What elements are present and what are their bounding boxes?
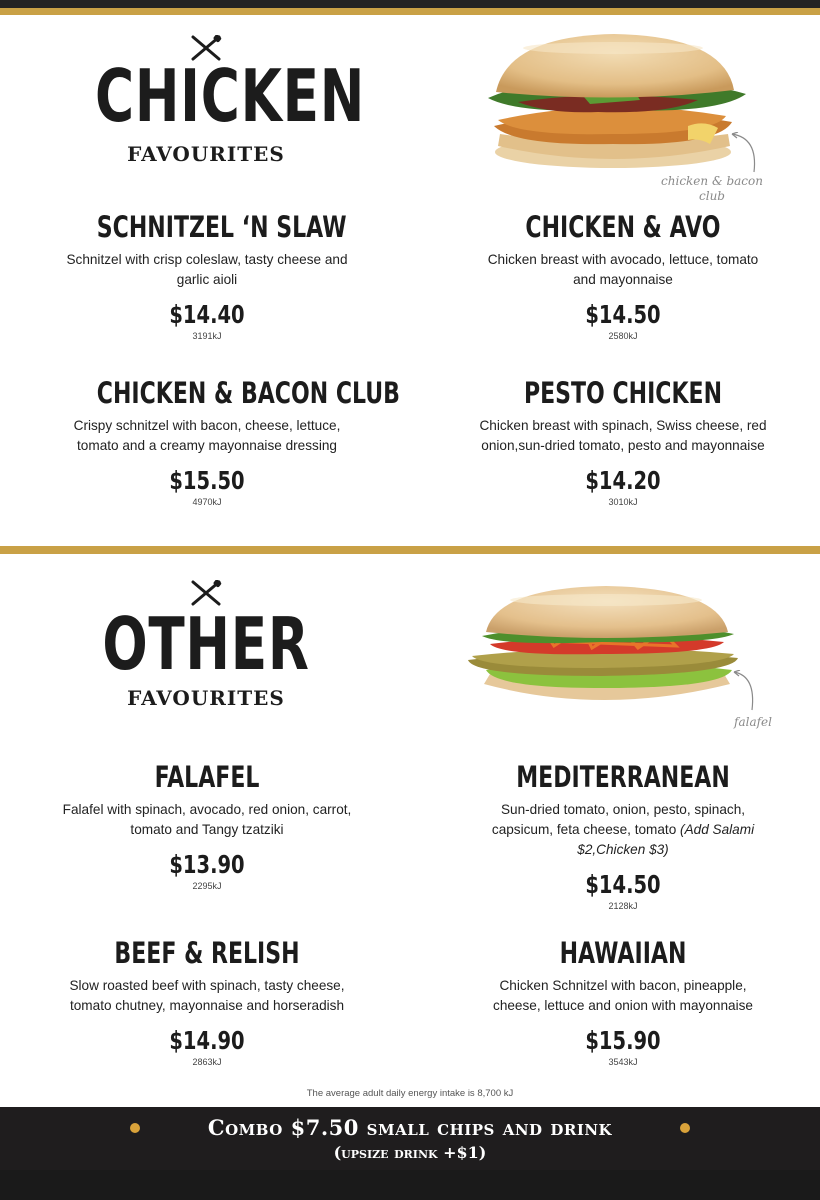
item-price: $15.50 [169, 466, 245, 495]
item-price: $14.20 [585, 466, 661, 495]
item-price: $13.90 [169, 850, 245, 879]
item-description: Schnitzel with crisp coleslaw, tasty cheese and garlic aioli [66, 252, 348, 287]
item-price: $14.90 [169, 1026, 245, 1055]
falafel-sandwich-image [462, 584, 748, 716]
menu-item-schnitzel-n-slaw [62, 210, 352, 341]
combo-offer-text: Combo $7.50 small chips and drink [207, 1115, 613, 1140]
menu-item-beef-relish [62, 936, 352, 1067]
section-subtitle-chicken: FAVOURITES [127, 142, 285, 166]
energy-intake-note: The average adult daily energy intake is 8,700 kJ [306, 1088, 514, 1099]
item-name: FALAFEL [154, 760, 260, 794]
item-energy: 3543kJ [608, 1057, 638, 1067]
item-description: Chicken breast with avocado, lettuce, tomato and mayonnaise [487, 252, 759, 287]
item-name: BEEF & RELISH [114, 936, 300, 970]
item-energy: 3010kJ [608, 497, 638, 507]
item-name: MEDITERRANEAN [516, 760, 730, 794]
item-energy: 2580kJ [608, 331, 638, 341]
top-gold-divider [0, 8, 820, 15]
item-name: PESTO CHICKEN [523, 376, 723, 410]
item-description: Crispy schnitzel with bacon, cheese, lettuce, tomato and a creamy mayonnaise dressing [73, 418, 341, 453]
upsize-offer-text: (upsize drink +$1) [333, 1143, 487, 1162]
item-price: $15.90 [585, 1026, 661, 1055]
item-energy: 2128kJ [608, 901, 638, 911]
item-description-addon-note: (Add Salami $2,Chicken $3) [577, 822, 755, 857]
top-dark-bar [0, 0, 820, 8]
item-name: SCHNITZEL ‘N SLAW [96, 210, 347, 244]
item-description: Falafel with spinach, avocado, red onion, carrot, tomato and Tangy tzatziki [62, 802, 352, 837]
combo-footer-banner [0, 1107, 820, 1170]
section-title-chicken: CHICKEN [95, 54, 366, 138]
item-price: $14.50 [585, 300, 661, 329]
item-description: Chicken Schnitzel with bacon, pineapple, cheese, lettuce and onion with mayonnaise [493, 978, 753, 1013]
section-title-other: OTHER [102, 602, 310, 686]
menu-item-chicken-bacon-club [62, 376, 400, 507]
item-price: $14.50 [585, 870, 661, 899]
item-description [478, 800, 768, 860]
bottom-dark-bar [0, 1170, 820, 1200]
menu-item-chicken-avo [478, 210, 768, 341]
item-price: $14.40 [169, 300, 245, 329]
item-energy: 2863kJ [192, 1057, 222, 1067]
chicken-bacon-club-sandwich-image [478, 30, 750, 172]
item-name: CHICKEN & AVO [525, 210, 721, 244]
menu-item-hawaiian [478, 936, 768, 1067]
item-energy: 3191kJ [192, 331, 222, 341]
curved-arrow-icon [730, 670, 760, 716]
item-name: HAWAIIAN [559, 936, 687, 970]
image-caption-falafel: falafel [734, 715, 772, 729]
menu-item-pesto-chicken [478, 376, 768, 507]
menu-item-mediterranean [478, 760, 768, 911]
item-energy: 4970kJ [192, 497, 222, 507]
item-name: CHICKEN & BACON CLUB [96, 376, 400, 410]
curved-arrow-icon [728, 132, 762, 178]
section-gold-divider [0, 546, 820, 554]
item-energy: 2295kJ [192, 881, 222, 891]
item-description: Slow roasted beef with spinach, tasty cheese, tomato chutney, mayonnaise and horseradish [69, 978, 345, 1013]
menu-item-falafel [62, 760, 352, 891]
section-subtitle-other: FAVOURITES [127, 686, 285, 710]
item-description: Chicken breast with spinach, Swiss cheese, red onion,sun-dried tomato, pesto and mayonnaise [479, 418, 767, 453]
image-caption-chicken-bacon-club: chicken & bacon club [661, 174, 763, 203]
item-description-text: Sun-dried tomato, onion, pesto, spinach, capsicum, feta cheese, tomato [491, 802, 746, 837]
